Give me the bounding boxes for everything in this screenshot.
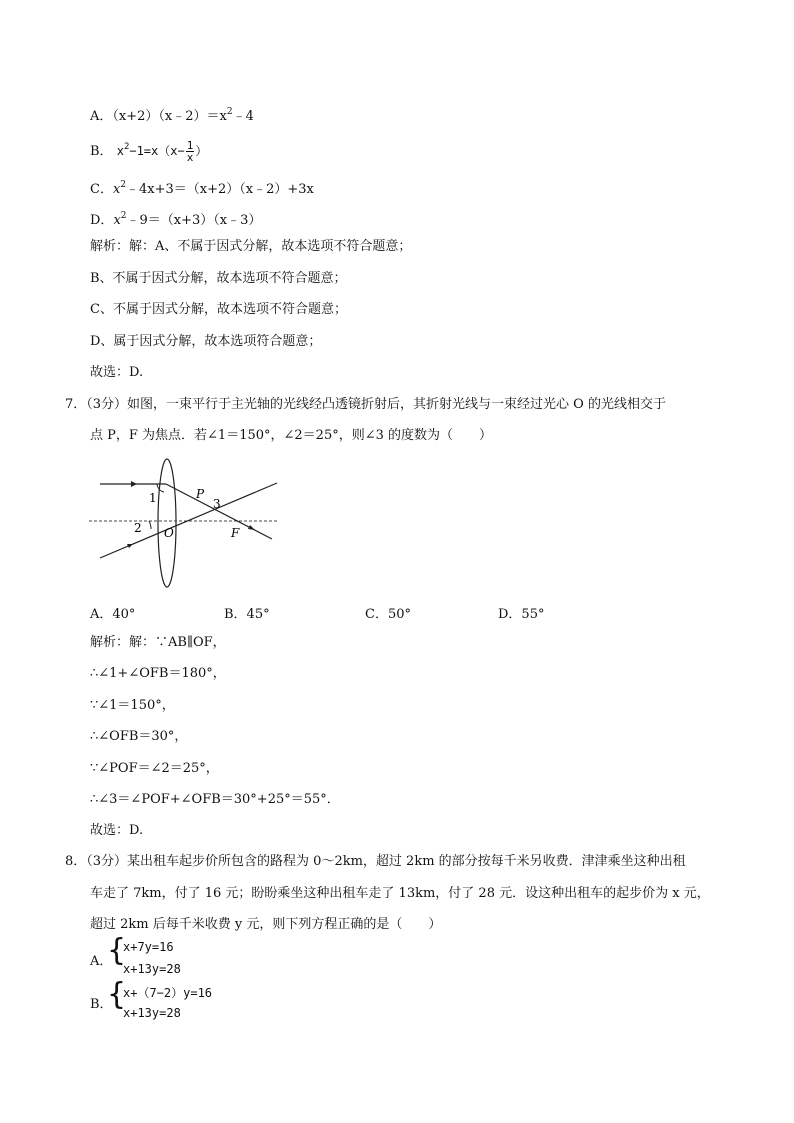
brace-icon: {	[107, 977, 127, 1012]
q7-analysis-line: ∵∠1＝150°，	[90, 698, 175, 713]
q7-analysis-line: ∵∠POF＝∠2＝25°，	[90, 761, 219, 776]
q8-stem-cont: 超过 2km 后每千米收费 y 元，则下列方程正确的是（ ）	[90, 917, 442, 932]
q6-analysis-line: C、不属于因式分解，故本选项不符合题意；	[90, 302, 347, 317]
q7-stem: 7．（3分）如图，一束平行于主光轴的光线经凸透镜折射后，其折射光线与一束经过光心 O 的光线相交于	[65, 397, 666, 412]
q7-analysis-line: ∴∠OFB＝30°，	[90, 729, 188, 744]
convex-lens	[158, 459, 176, 587]
q7-answer: 故选：D.	[90, 823, 144, 838]
q7-option-d: D．55°	[498, 607, 545, 622]
label-point-o: O	[164, 526, 174, 540]
q7-stem-cont: 点 P，F 为焦点．若∠1＝150°，∠2＝25°，则∠3 的度数为（ ）	[90, 428, 493, 443]
q8-stem-cont: 车走了 7km，付了 16 元；盼盼乘坐这种出租车走了 13km，付了 28 元．设这种出租车的起步价为 x 元，	[90, 886, 710, 901]
angle-1-arc	[157, 484, 164, 492]
q8-option-a-eq2: x+13y=28	[123, 962, 181, 976]
fraction-1-over-x: $\frac{1}{x}$	[186, 139, 194, 164]
q7-analysis-line: 解析：解：∵AB∥OF，	[90, 635, 226, 650]
q6-option-c: C．$x^2﹣4x+3=(x+2)(x﹣2)+3x$	[90, 180, 314, 197]
q6-option-a: A．$(x+2)(x﹣2)=x^2﹣4$	[90, 107, 254, 124]
label-point-f: F	[231, 526, 240, 540]
q7-option-b: B．45°	[224, 607, 270, 622]
q8-stem: 8．（3分）某出租车起步价所包含的路程为 0～2km，超过 2km 的部分按每千米另收费．津津乘坐这种出租	[65, 854, 686, 869]
q7-option-a: A．40°	[90, 607, 136, 622]
q7-option-c: C．50°	[365, 607, 411, 622]
q6-option-b: B． $x^2-1=x(x-$ $\frac{1}{x}$ ）	[90, 139, 208, 164]
angle-2-arc	[149, 521, 151, 529]
label-angle-2: 2	[134, 521, 142, 535]
q7-analysis-line: ∴∠1+∠OFB＝180°，	[90, 666, 226, 681]
q8-option-b-eq2: x+13y=28	[123, 1006, 181, 1020]
q6-answer: 故选：D.	[90, 365, 144, 380]
q8-option-a-label: A．	[90, 954, 113, 969]
q8-option-a-eq1: x+7y=16	[123, 940, 174, 954]
label-point-p: P	[196, 487, 205, 501]
q6-analysis-line: D、属于因式分解，故本选项符合题意；	[90, 334, 322, 349]
label-angle-3: 3	[213, 497, 221, 511]
label-angle-1: 1	[149, 491, 157, 505]
q6-option-d: D．$x^2﹣9=(x+3)(x﹣3)$	[90, 211, 262, 228]
q7-analysis-line: ∴∠3＝∠POF+∠OFB＝30°+25°＝55°．	[90, 792, 340, 807]
q6-analysis-line: B、不属于因式分解，故本选项不符合题意；	[90, 271, 347, 286]
q6-analysis-line: 解析：解：A、不属于因式分解，故本选项不符合题意；	[90, 239, 412, 254]
brace-icon: {	[107, 933, 127, 968]
q8-option-b-eq1: x+（7−2）y=16	[123, 986, 213, 1000]
lens-diagram	[85, 455, 285, 590]
q8-option-b-label: B．	[90, 997, 113, 1012]
